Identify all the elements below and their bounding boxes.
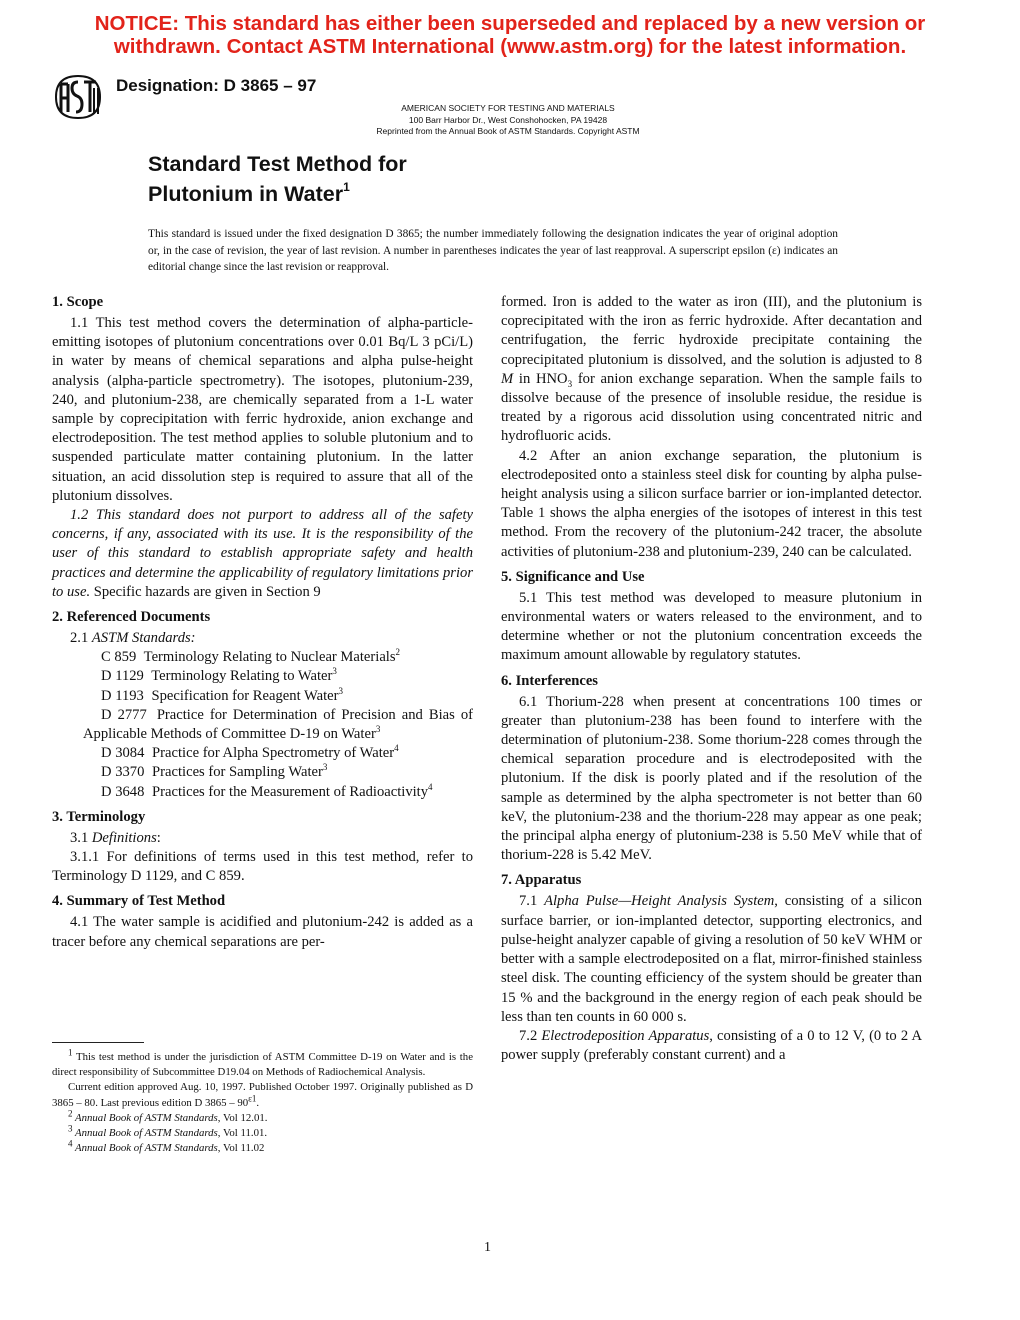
paragraph-4-1-start: 4.1 The water sample is acidified and plutonium-242 is added as a tracer before any chemical separations are per- bbox=[52, 914, 473, 950]
page-title bbox=[148, 152, 407, 207]
paragraph-7-1: 7.1 Alpha Pulse—Height Analysis System, consisting of a silicon surface barrier, or ion-implanted detector, supporting electronics, and pulse-height analyzer capable of giving a resolution of 50 keV WHM or better with a sample electrodeposited on a flat, mirror-finished stainless steel disk. The counting efficiency of the system should be greater than 15 % and the background in the energy region of each peak should be less than ten counts in 60 000 s. bbox=[501, 893, 923, 1025]
referenced-item-title: Practices for the Measurement of Radioactivity bbox=[152, 783, 429, 800]
referenced-item-code: D 2777 bbox=[101, 706, 147, 723]
referenced-item-code: D 3648 bbox=[101, 783, 145, 800]
referenced-item-title: Practice for Determination of Precision and Bias of Applicable Methods of Committee D-19 on Water bbox=[83, 706, 473, 743]
paragraph-3-1-1: 3.1.1 For definitions of terms used in this test method, refer to Terminology D 1129, and C 859. bbox=[52, 849, 473, 885]
section-heading-summary: 4. Summary of Test Method bbox=[52, 893, 226, 910]
footnote-4: $^4$ Annual Book of ASTM Standards, Vol 11.02 bbox=[68, 1138, 265, 1155]
society-address: 100 Barr Harbor Dr., West Conshohocken, PA 19428 bbox=[408, 114, 608, 125]
paragraph-4-1-cont: formed. Iron is added to the water as iron (III), and the plutonium is coprecipitated with the iron as ferric hydroxide. After decantation and centrifugation, the ferric hydroxide precipitate containing the coprecipitated plutonium is dissolved, and the solution is adjusted to 8 M in $HNO_3$ for anion exchange separation. When the sample fails to dissolve because of the presence of insoluble residue, the residue is treated by a rigorous acid dissolution using concentrated nitric and hydrofluoric acids. bbox=[501, 294, 922, 445]
referenced-item-footnote-ref: 3 bbox=[332, 666, 337, 677]
title-line-2: Plutonium in Water$^1$ bbox=[148, 180, 350, 207]
right-column bbox=[501, 293, 922, 1065]
footnote-1: $^1$ This test method is under the jurisdiction of ASTM Committee D-19 on Water and is the direct responsibility of Subcommittee D19.04 on Methods of Radiochemical Analysis. bbox=[52, 1047, 473, 1079]
referenced-item bbox=[52, 744, 473, 763]
page-number: 1 bbox=[484, 1240, 491, 1255]
section-heading-scope: 1. Scope bbox=[52, 294, 104, 310]
paragraph-3-1: 3.1 Definitions: bbox=[70, 829, 161, 846]
section-heading-terminology: 3. Terminology bbox=[52, 808, 146, 825]
footnote-3: $^3$ Annual Book of ASTM Standards, Vol 11.01. bbox=[68, 1123, 268, 1140]
referenced-item bbox=[52, 706, 473, 744]
referenced-item bbox=[52, 687, 473, 706]
referenced-item-code: D 1193 bbox=[101, 687, 144, 704]
referenced-item-title: Terminology Relating to Nuclear Materials bbox=[143, 649, 396, 666]
title-footnote-ref: 1 bbox=[343, 180, 350, 194]
society-name: AMERICAN SOCIETY FOR TESTING AND MATERIALS bbox=[401, 103, 615, 113]
referenced-item-footnote-ref: 3 bbox=[322, 762, 328, 773]
paragraph-7-2: 7.2 Electrodeposition Apparatus, consisting of a 0 to 12 V, (0 to 2 A power supply (preferably constant current) and a bbox=[501, 1027, 922, 1064]
designation: Designation: D 3865 – 97 bbox=[116, 76, 317, 95]
society-info bbox=[300, 103, 716, 138]
referenced-item-code: D 1129 bbox=[101, 668, 144, 685]
footnote-divider bbox=[52, 1042, 144, 1043]
referenced-item-title: Specification for Reagent Water bbox=[151, 687, 339, 704]
notice-line-1: NOTICE: This standard has either been superseded and replaced by a new version or bbox=[94, 12, 926, 35]
referenced-item-code: D 3370 bbox=[101, 764, 145, 781]
paragraph-6-1: 6.1 Thorium-228 when present at concentrations 100 times or greater than plutonium-238 has been found to interfere with the determination of plutonium-238. Some thorium-228 comes through the chemical separation procedure and is electrodeposited with the plutonium. If the disk is poorly plated and if the resolution of the sample as determined by the alpha spectrometer is not better than 60 keV, the plutonium-238 and the thorium-228 may appear as one peak; the principal alpha energy of plutonium-238 is 5.50 MeV while that of thorium-228 is 5.42 MeV. bbox=[501, 693, 922, 864]
referenced-item-code: D 3084 bbox=[101, 745, 145, 762]
astm-logo-icon bbox=[52, 74, 104, 120]
referenced-item-footnote-ref: 4 bbox=[394, 743, 399, 754]
footnote-2: $^2$ Annual Book of ASTM Standards, Vol 12.01. bbox=[68, 1108, 268, 1124]
referenced-item-footnote-ref: 3 bbox=[375, 724, 381, 735]
referenced-item-code: C 859 bbox=[101, 649, 137, 666]
referenced-item bbox=[52, 783, 473, 802]
notice-line-2: withdrawn. Contact ASTM International (www.astm.org) for the latest information. bbox=[113, 35, 907, 58]
reprint-note: Reprinted from the Annual Book of ASTM Standards. Copyright ASTM bbox=[376, 126, 640, 136]
paragraph-5-1: 5.1 This test method was developed to measure plutonium in environmental waters or waters released to the environment, and to determine whether or not the plutonium concentration exceeds the maximum amount allowable by regulatory statutes. bbox=[501, 589, 922, 664]
referenced-item-title: Terminology Relating to Water bbox=[151, 668, 333, 685]
referenced-item bbox=[52, 648, 473, 667]
title-line-1: Standard Test Method for bbox=[148, 152, 407, 176]
footnote-1-edition: Current edition approved Aug. 10, 1997. Published October 1997. Originally published as D 3865 – 80. Last previous edition D 3865 – 90$^{\varepsilon 1}$. bbox=[52, 1081, 473, 1109]
paragraph-1-2: 1.2 This standard does not purport to address all of the safety concerns, if any, associated with its use. It is the responsibility of the user of this standard to establish appropriate safety and health practices and determine the applicability of regulatory limitations prior to use. Specific hazards are given in Section 9 bbox=[52, 507, 473, 600]
referenced-item-title: Practices for Sampling Water bbox=[152, 764, 323, 781]
referenced-item bbox=[52, 667, 473, 686]
referenced-item-footnote-ref: 4 bbox=[428, 781, 433, 792]
section-heading-significance: 5. Significance and Use bbox=[501, 568, 645, 585]
referenced-list bbox=[52, 648, 473, 802]
footnotes bbox=[52, 1047, 473, 1156]
referenced-item-title: Practice for Alpha Spectrometry of Water bbox=[152, 745, 395, 762]
paragraph-4-2: 4.2 After an anion exchange separation, the plutonium is electrodeposited onto a stainless steel disk for counting by alpha pulse-height analysis using a silicon surface barrier or ion-implanted detector. Table 1 shows the alpha energies of the isotopes of interest in this test method. From the recovery of the plutonium-242 tracer, the absolute activities of plutonium-238 and plutonium-239, 240 can be calculated. bbox=[501, 447, 922, 560]
paragraph-1-1: 1.1 This test method covers the determination of alpha-particle-emitting isotopes of plutonium concentrations over 0.01 Bq/L 3 pCi/L) in water by means of chemical separations and alpha pulse-height analysis (alpha-particle spectrometry). The isotopes, plutonium-239, 240, and plutonium-238, are chemically separated from a 1-L water sample by coprecipitation with ferric hydroxide, anion exchange and electrodeposition. The test method applies to soluble plutonium and to suspended particulate matter containing plutonium. In the latter situation, an acid dissolution step is required to assure that all of the plutonium dissolves. bbox=[52, 315, 473, 504]
referenced-item-footnote-ref: 2 bbox=[395, 647, 401, 658]
referenced-item-footnote-ref: 3 bbox=[338, 685, 343, 696]
issued-note: This standard is issued under the fixed designation D 3865; the number immediately following the designation indicates the year of original adoption or, in the case of revision, the year of last revision. A number in parentheses indicates the year of last reapproval. A superscript epsilon (ε) indicates an editorial change since the last revision or reapproval. bbox=[148, 228, 838, 274]
notice-banner bbox=[40, 12, 980, 58]
left-column bbox=[52, 293, 473, 952]
section-heading-referenced: 2. Referenced Documents bbox=[52, 609, 211, 626]
referenced-item bbox=[52, 763, 473, 782]
section-heading-interferences: 6. Interferences bbox=[501, 672, 598, 689]
paragraph-2-1: 2.1 ASTM Standards: bbox=[70, 630, 196, 647]
section-heading-apparatus: 7. Apparatus bbox=[501, 872, 582, 889]
